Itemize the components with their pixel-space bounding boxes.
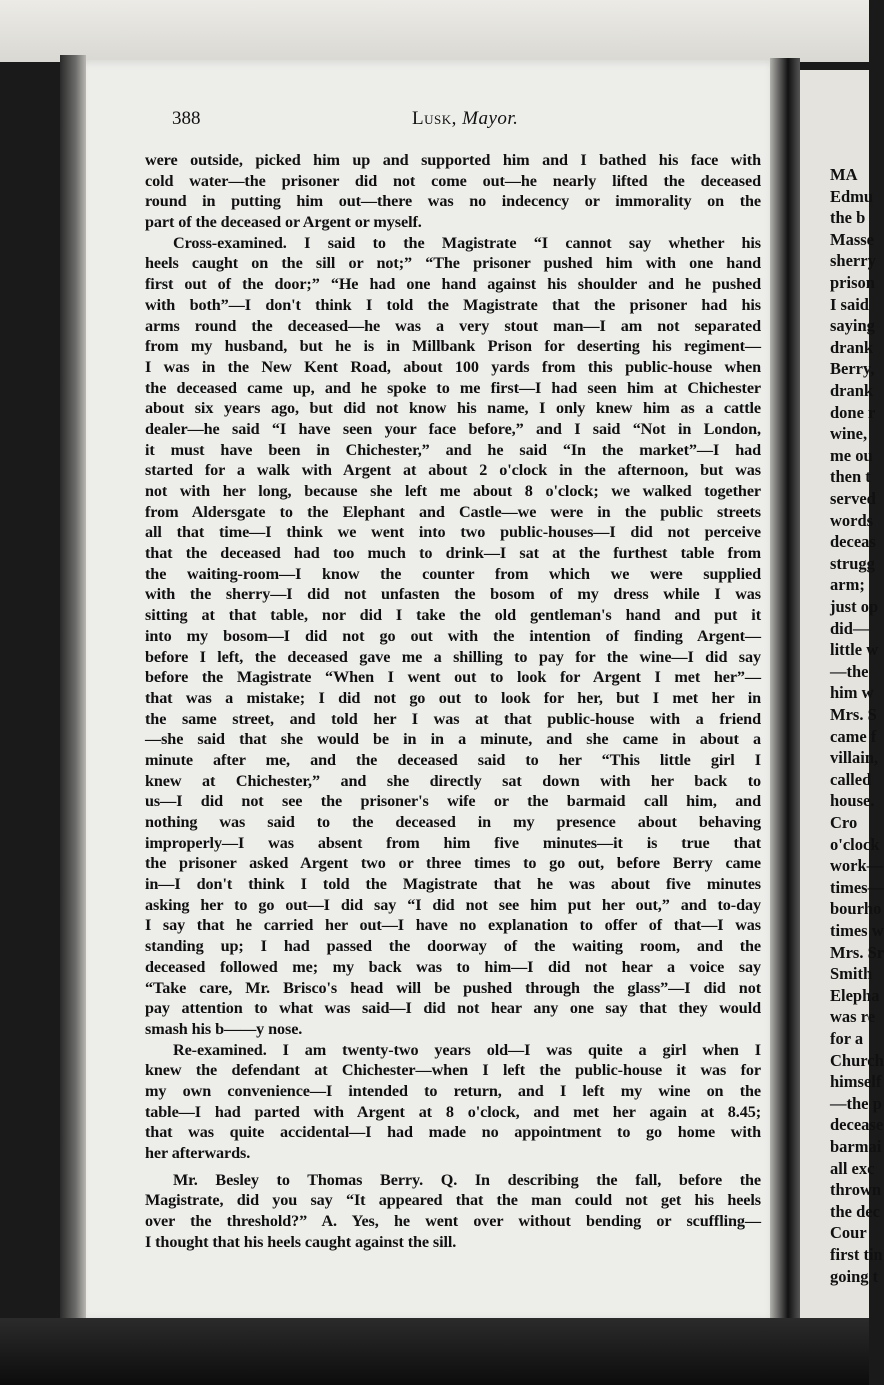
facing-page-fragment: drank [830,381,874,400]
running-head-separator: , [451,108,463,129]
facing-page-fragment: MA [830,165,858,184]
book-spine [770,58,800,1328]
facing-page-fragment: me ou [830,445,873,465]
facing-page-fragment: Edmu [830,186,874,206]
text-line: that the deceased had too much to drink—I sat at the furthest table from [145,544,761,563]
facing-page-fragment: drank [830,337,874,357]
text-line: I thought that his heels caught against the sill. [145,1232,457,1251]
text-line: from Aldersgate to the Elephant and Castle—we were in the public streets [145,502,761,521]
facing-page-fragment: times w [830,921,884,940]
text-line: my own convenience—I intended to return, and I left my wine on the [145,1081,761,1100]
facing-page-fragment: for a [830,1029,864,1048]
text-line: the prisoner asked Argent two or three times to go out, before Berry came [145,854,761,873]
text-line: I was in the New Kent Road, about 100 yards from this public-house when [145,357,761,376]
facing-page-fragment: prison [830,273,875,292]
running-head-name: Lusk [412,108,452,129]
text-line: the deceased came up, and he spoke to me first—I had seen him at Chichester [145,378,761,397]
facing-page-fragment: words [830,510,874,530]
text-line: with the sherry—I did not unfasten the bosom of my dress while I was [145,585,761,604]
facing-page-fragment: came f [830,726,877,746]
text-line: in—I don't think I told the Magistrate that he was about five minutes [145,875,761,894]
text-line: heels caught on the sill or not;” “The prisoner pushed him with one hand [145,254,761,273]
text-line: improperly—I was absent from him five minutes—it is true that [145,833,761,852]
facing-page-fragment: Church [830,1050,884,1070]
facing-page-fragment: him w [830,683,874,703]
text-line: first out of the door;” “He had one hand against his shoulder and he pushed [145,275,761,294]
text-line: us—I did not see the prisoner's wife or the barmaid call him, and [145,792,761,811]
facing-page-fragment: —the p [830,1093,882,1113]
facing-page-fragment: o'clock [830,834,880,854]
facing-page-fragment: going t [830,1266,879,1286]
text-line: part of the deceased or Argent or myself. [145,213,422,232]
facing-page-fragment: Elepha [830,985,880,1005]
text-line: with both”—I don't think I told the Magistrate that the prisoner had his [145,295,761,314]
text-line: before I left, the deceased gave me a shilling to pay for the wine—I did say [145,647,761,666]
text-line: the same street, and told her I was at that public-house with a friend [145,709,761,728]
facing-page-fragment: himself [830,1072,882,1092]
text-line: that was quite accidental—I had made no appointment to go home with [145,1123,761,1142]
text-line: the waiting-room—I know the counter from which we were supplied [145,564,761,583]
text-line: deceased followed me; my back was to him—I did not hear a voice say [145,957,761,976]
facing-page-fragment: all exc [830,1158,875,1178]
text-line: sitting at that table, nor did I take the old gentleman's hand and put it [145,606,761,625]
text-line: before the Magistrate “When I went out to look for Argent I met her”— [145,668,761,687]
text-line: Mr. Besley to Thomas Berry. Q. In describing the fall, before the [173,1170,761,1189]
text-line: —she said that she would be in in a minute, and she came in about a [145,730,761,749]
facing-page-fragment: Mrs. S [830,705,877,724]
text-line: into my bosom—I did not go out with the intention of finding Argent— [145,626,761,645]
facing-page-fragment: Cro [830,813,858,832]
facing-page-fragment: just op [830,597,879,616]
text-line: table—I had parted with Argent at 8 o'clock, and met her again at 8.45; [145,1102,761,1121]
text-line: knew the defendant at Chichester—when I left the public-house it was for [145,1061,761,1080]
facing-page-fragment: —the [830,661,869,681]
facing-page-fragment: wine, [830,424,868,444]
text-line: not with her long, because she left me about 8 o'clock; we walked together [145,482,761,500]
body-text [145,150,761,1252]
page-number: 388 [172,108,201,129]
facing-page-fragment: called [830,769,872,789]
text-line: minute after me, and the deceased said to her “This little girl I [145,750,761,769]
text-line: cold water—the prisoner did not come out—he nearly lifted the deceased [145,171,761,190]
facing-page-fragment: the dec [830,1201,880,1221]
facing-page-fragment: was re [830,1007,876,1027]
text-line: I say that he carried her out—I have no explanation to offer of that—I was [145,916,761,935]
facing-page-fragment: decease [830,1115,884,1135]
text-line: it must have been in Chichester,” and he said “In the market”—I had [145,440,761,459]
facing-page-fragment: villain, [830,748,879,768]
text-line: all that time—I think we went into two public-houses—I did not perceive [145,523,761,542]
facing-page-fragment: then t [830,467,871,487]
facing-page-fragment: I said [830,294,869,314]
text-line: nothing was said to the deceased in my presence about behaving [145,813,761,831]
text-line: “Take care, Mr. Brisco's head will be pushed through the glass”—I did not [145,978,761,997]
running-head [412,108,518,130]
facing-page-fragment: work— [830,856,884,876]
facing-page-fragment: arm; [830,575,865,595]
facing-page [800,70,884,1320]
facing-page-fragment: did— [830,618,870,638]
facing-page-fragment: house. [830,791,875,811]
facing-page-fragment: thrown [830,1180,882,1200]
facing-page-fragment: Smith [830,964,873,984]
text-line: smash his b——y nose. [145,1019,303,1038]
page-top-edge [0,0,869,62]
text-line: Re-examined. I am twenty-two years old—I was quite a girl when I [173,1040,761,1059]
facing-page-fragment: strugg [830,553,875,573]
text-line: about six years ago, but did not know his name, I only knew him as a cattle [145,399,761,418]
text-line: Cross-examined. I said to the Magistrate “I cannot say whether his [173,233,761,252]
facing-page-fragment: Cour [830,1223,867,1243]
facing-page-fragment: Masse [830,229,874,249]
text-line: Magistrate, did you say “It appeared that the man could not get his heels [145,1191,761,1210]
text-line: started for a walk with Argent at about 2 o'clock in the afternoon, but was [145,461,761,480]
text-line: knew at Chichester,” and she directly sat down with her back to [145,771,761,790]
text-line: asking her to go out—I did say “I did not see him put her out,” and to-day [145,895,761,914]
text-line: round in putting him out—there was no indecency or immorality on the [145,192,761,211]
facing-page-fragment: Berry, [830,359,875,379]
facing-page-fragment: done r [830,402,876,422]
text-line: were outside, picked him up and supported him and I bathed his face with [145,151,761,169]
text-line: arms round the deceased—he was a very stout man—I am not separated [145,316,761,335]
facing-page-fragment: the b [830,208,866,228]
text-line: dealer—he said “I have seen your face before,” and I said “Not in London, [145,419,761,438]
facing-page-fragment: served [830,489,876,508]
text-line: over the threshold?” A. Yes, he went over without bending or scuffling— [145,1212,761,1231]
facing-page-fragment: little w [830,640,879,660]
text-line: standing up; I had passed the doorway of the waiting room, and the [145,937,761,956]
facing-page-fragment: Mrs. Sr [830,942,884,962]
page-header [172,108,762,136]
left-gutter [60,55,86,1320]
facing-page-fragment: sherry [830,251,876,271]
text-line: that was a mistake; I did not go out to look for her, but I met her in [145,688,761,707]
text-line: her afterwards. [145,1144,251,1162]
text-line: pay attention to what was said—I did not hear any one say that they would [145,999,761,1018]
running-head-title: Mayor. [462,108,519,129]
bottom-edge [0,1318,869,1385]
text-line: from my husband, but he is in Millbank Prison for deserting his regiment— [145,337,761,356]
facing-page-fragment: bourho [830,899,882,919]
facing-page-fragment: saying [830,316,875,336]
facing-page-fragment: first tin [830,1245,883,1264]
facing-page-fragment: barmai [830,1137,882,1156]
facing-page-fragment: times— [830,877,884,897]
facing-page-fragment: deceas [830,532,876,552]
